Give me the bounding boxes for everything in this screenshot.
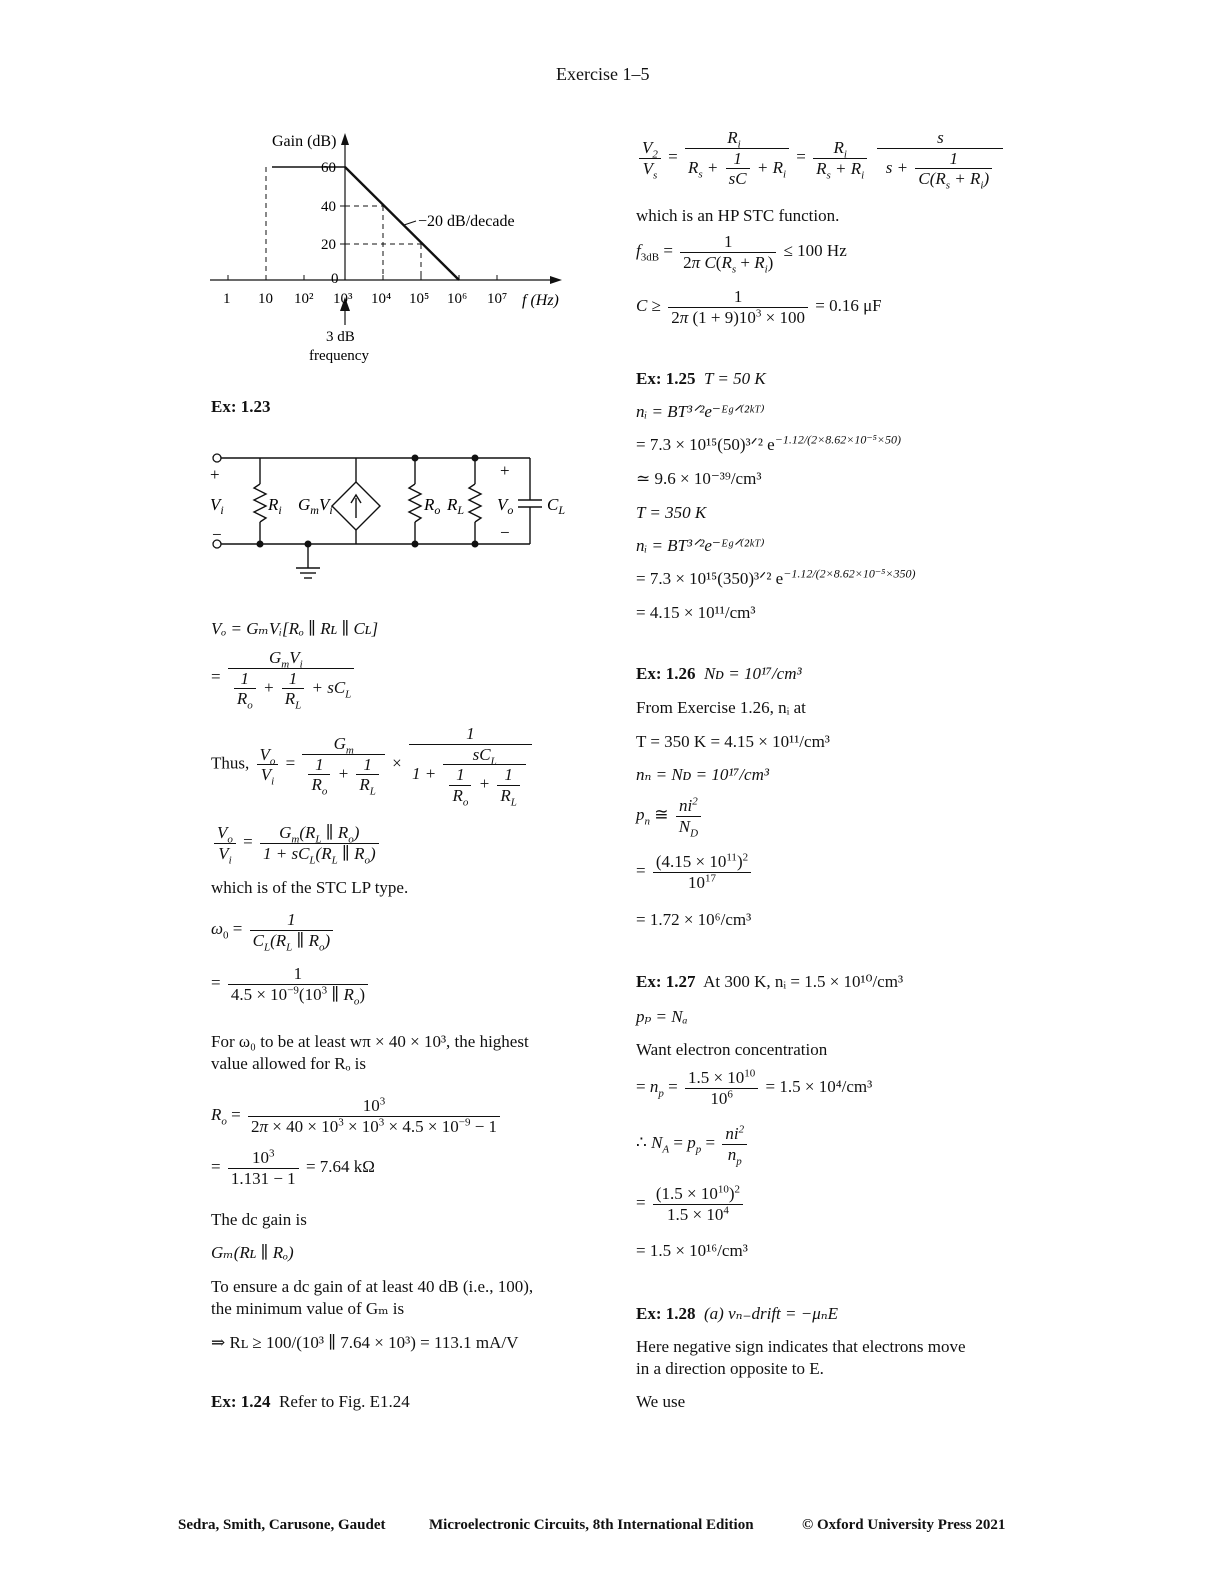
3db-label: 3 dB [326,329,355,345]
x-tick-label: 10⁷ [487,291,508,307]
x-tick-label: 10³ [333,291,353,307]
ni-50-calc: = 7.3 × 10¹⁵(50)³ᐟ² $e^{-1.12/(2\times 8.62\times 10^{-5}\times 50)}$ [636,432,901,454]
pn-eq: $p_n$ ≅ $\frac{ni^2}{N_D}$ [636,796,704,836]
svg-text:CL: $C_L$ [547,495,566,517]
y-tick-label: 60 [321,160,336,176]
x-tick-label: 10⁴ [371,291,392,307]
x-tick-label: 10⁶ [447,291,468,307]
y-tick-label: 40 [321,199,336,215]
svg-text:RL: $R_L$ [447,495,465,517]
x-tick-label: 1 [223,291,231,307]
ex-1-26: Ex: 1.26 Nᴅ = 10¹⁷/cm³ [636,664,802,683]
svg-text:GmVi: $G_mV_i$ [298,495,333,517]
dc-gain-text: The dc gain is [211,1210,307,1229]
eq-vo-expanded: = $G_mV_i$ $\frac{1}{R_o}$ + $\frac{1}{R_L}$ + $sC_L$ [211,648,357,709]
stc-lp-text: which is of the STC LP type. [211,878,409,897]
x-tick-label: 10 [258,291,273,307]
omega-text-1: For ω₀ to be at least wπ × 40 × 10³, the highest [211,1032,529,1051]
svg-text:+: + [500,461,510,480]
footer-copyright: © Oxford University Press 2021 [802,1517,1006,1533]
ex-1-24: Ex: 1.24 Refer to Fig. E1.24 [211,1392,410,1411]
footer-authors: Sedra, Smith, Carusone, Gaudet [178,1517,386,1533]
negative-sign-text-1: Here negative sign indicates that electrons move [636,1337,966,1356]
nn-eq: nₙ = Nᴅ = 10¹⁷/cm³ [636,765,769,784]
na-calc: = $\frac{(1.5 \times 10^{10})^2}{1.5 \times 10^4}$ [636,1184,746,1224]
svg-text:Ri: $R_i$ [268,495,282,517]
eq-transfer: $\frac{V_o}{V_i}$ = $\frac{G_m(R_L \parallel R_o)}{1 + sC_L(R_L \parallel R_o)}$ [211,823,382,863]
x-axis-arrow [550,276,562,284]
3db-label-2: frequency [309,348,369,364]
eq-thus: Thus, $\frac{V_o}{V_i}$ = $G_m$ $\frac{1}{R_o}$ + $\frac{1}{R_L}$ × 1 1 + $sC_L$ $\frac{1}{R_o}$ + $\frac{1}{R_L}$ [211,724,535,805]
rl-result: ⇒ Rʟ ≥ 100/(10³ ∥ 7.64 × 10³) = 113.1 mA/V [211,1333,519,1352]
na-result: = 1.5 × 10¹⁶/cm³ [636,1241,748,1260]
ni-50-result: ≃ 9.6 × 10⁻³⁹/cm³ [636,469,762,488]
svg-text:−: − [500,523,510,542]
ni-350-calc: = 7.3 × 10¹⁵(350)³ᐟ² $e^{-1.12/(2\times 8.62\times 10^{-5}\times 350)}$ [636,566,916,588]
ex-1-28: Ex: 1.28 (a) vₙ₋drift = −μₙE [636,1304,839,1323]
t-350-ni: T = 350 K = 4.15 × 10¹¹/cm³ [636,732,830,751]
svg-text:−: − [212,525,222,544]
x-tick-label: 10² [294,291,314,307]
x-tick-label: 10⁵ [409,291,430,307]
from-exercise: From Exercise 1.26, nᵢ at [636,698,806,717]
hp-stc-text: which is an HP STC function. [636,206,840,225]
we-use-text: We use [636,1392,686,1411]
ensure-text-1: To ensure a dc gain of at least 40 dB (i.e., 100), [211,1277,534,1296]
y-tick-label: 0 [331,271,339,287]
y-axis-arrow [341,133,349,145]
eq-f3db: $f_{3dB}$ = $\frac{1}{2\pi C(R_s + R_i)}$ ≤ 100 Hz [636,232,847,275]
dc-gain-expr: Gₘ(Rʟ ∥ Rₒ) [211,1243,294,1262]
np-eq: = $n_p$ = $\frac{1.5 \times 10^{10}}{10^6}$ = 1.5 × 10⁴/cm³ [636,1067,873,1108]
ni-formula: nᵢ = BT³ᐟ²e⁻ᴱᵍᐟ⁽²ᵏᵀ⁾ [636,402,765,421]
pp-eq: pₚ = Nₐ [636,1007,688,1026]
svg-text:Ro: $R_o$ [424,495,441,517]
x-axis-label: f (Hz) [522,292,559,309]
y-tick-label: 20 [321,237,336,253]
bode-plot [200,125,580,370]
pn-result: = 1.72 × 10⁶/cm³ [636,910,752,929]
eq-ro: $R_o$ = $\frac{10^3}{2\pi \times 40 \times 10^3 \times 10^3 \times 4.5 \times 10^{-9} - 1}$ [211,1096,503,1136]
svg-text:+: + [210,465,220,484]
eq-omega0-num: = $\frac{1}{4.5 \times 10^{-9}(10^3 \parallel R_o)}$ [211,964,371,1004]
negative-sign-text-2: in a direction opposite to E. [636,1359,824,1378]
ni-350-result: = 4.15 × 10¹¹/cm³ [636,603,756,622]
want-text: Want electron concentration [636,1040,828,1059]
eq-c: C ≥ $\frac{1}{2\pi (1 + 9)10^3 \times 100}$ = 0.16 μF [636,287,882,327]
footer-book: Microelectronic Circuits, 8th International Edition [429,1517,754,1533]
pn-calc: = $\frac{(4.15 \times 10^{11})^2}{10^{17}}$ [636,852,754,892]
slope-label: −20 dB/decade [418,213,515,230]
ex-1-23-label: Ex: 1.23 [211,397,271,416]
eq-v2-vs: $\frac{V_2}{V_s}$ = $R_i$ $R_s$ + $\frac{1}{sC}$ + $R_i$ = $\frac{R_i}{R_s + R_i}$ s s + $\frac{1}{C(R_s + R_i)}$ [636,128,1006,189]
svg-text:Vi: $V_i$ [210,495,224,517]
t-350: T = 350 K [636,503,707,522]
eq-omega0: $\omega_0$ = $\frac{1}{C_L(R_L \parallel R_o)}$ [211,910,336,950]
ensure-text-2: the minimum value of Gₘ is [211,1299,405,1318]
circuit-diagram [200,440,590,590]
y-axis-label: Gain (dB) [272,133,337,150]
na-eq: ∴ $N_A = p_p$ = $\frac{ni^2}{n_p}$ [636,1124,750,1164]
page-title: Exercise 1–5 [556,64,650,84]
ex-1-25: Ex: 1.25 T = 50 K [636,369,766,388]
eq-ro-result: = $\frac{10^3}{1.131 - 1}$ = 7.64 kΩ [211,1147,375,1188]
ni-formula-2: nᵢ = BT³ᐟ²e⁻ᴱᵍᐟ⁽²ᵏᵀ⁾ [636,536,765,555]
omega-text-2: value allowed for Rₒ is [211,1054,367,1073]
svg-text:Vo: $V_o$ [497,495,514,517]
ex-1-27: Ex: 1.27 At 300 K, nᵢ = 1.5 × 10¹⁰/cm³ [636,972,904,991]
eq-vo: Vₒ = GₘVᵢ[Rₒ ∥ Rʟ ∥ Cʟ] [211,619,379,638]
